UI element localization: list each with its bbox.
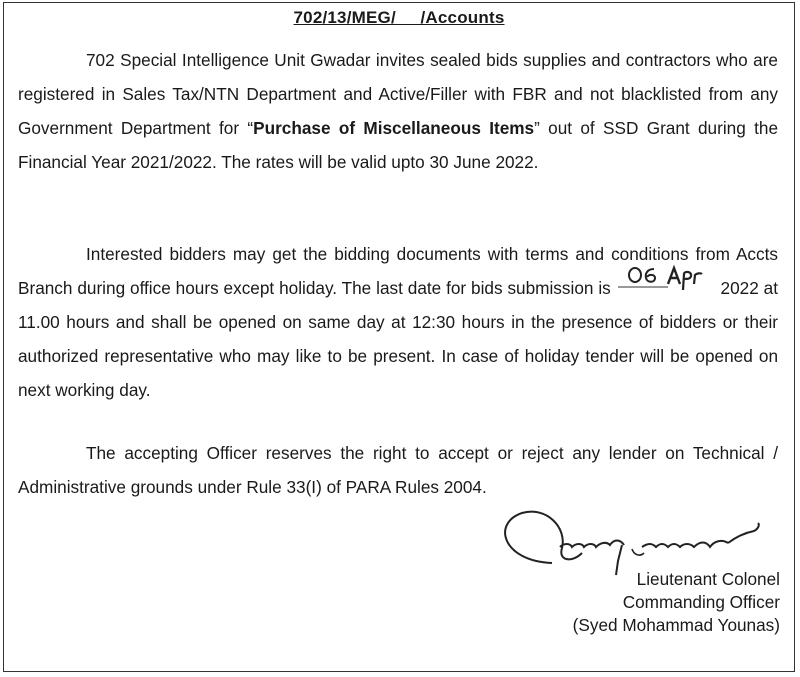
signatory-name: (Syed Mohammad Younas): [572, 615, 780, 635]
handwritten-date-icon: [618, 262, 718, 292]
paragraph-bidding: [18, 237, 778, 407]
paragraph-invitation-text-a: 702 Special Intelligence Unit Gwadar invites sealed bids supplies and contractors who are registered in Sales Tax/NTN Department and Active/Filler with FBR and not blacklisted from any Government Department for “: [18, 50, 778, 138]
tender-notice: [3, 2, 795, 672]
handwritten-date: [616, 274, 716, 294]
paragraph-officer-rights: [18, 436, 778, 504]
paragraph-bidding-text-b: 2022 at 11.00 hours and shall be opened on same day at 12:30 hours in the presence of bidders or their authorized representative who may like to be present. In case of holiday tender will be opened on next working day.: [18, 278, 778, 400]
paragraph-invitation: [18, 43, 778, 179]
paragraph-officer-rights-text: The accepting Officer reserves the right to accept or reject any lender on Technical / Administrative grounds under Rule 33(I) of PARA Rules 2004.: [18, 443, 778, 497]
signatory-designation: Commanding Officer: [622, 592, 780, 612]
purchase-item-bold: Purchase of Miscellaneous Items: [253, 118, 535, 138]
reference-number: 702/13/MEG/ /Accounts: [293, 8, 505, 27]
paragraph-invitation-text-b: ” out of SSD Grant during the Financial Year 2021/2022. The rates will be valid upto 30 June 2022.: [18, 118, 778, 172]
handwritten-date-text: [616, 274, 617, 275]
paragraph-bidding-text-a: Interested bidders may get the bidding documents with terms and conditions from Accts Branch during office hours except holiday. The last date for bids submission is: [18, 244, 778, 298]
signatory-block: [573, 568, 780, 637]
signatory-rank: Lieutenant Colonel: [636, 569, 780, 589]
